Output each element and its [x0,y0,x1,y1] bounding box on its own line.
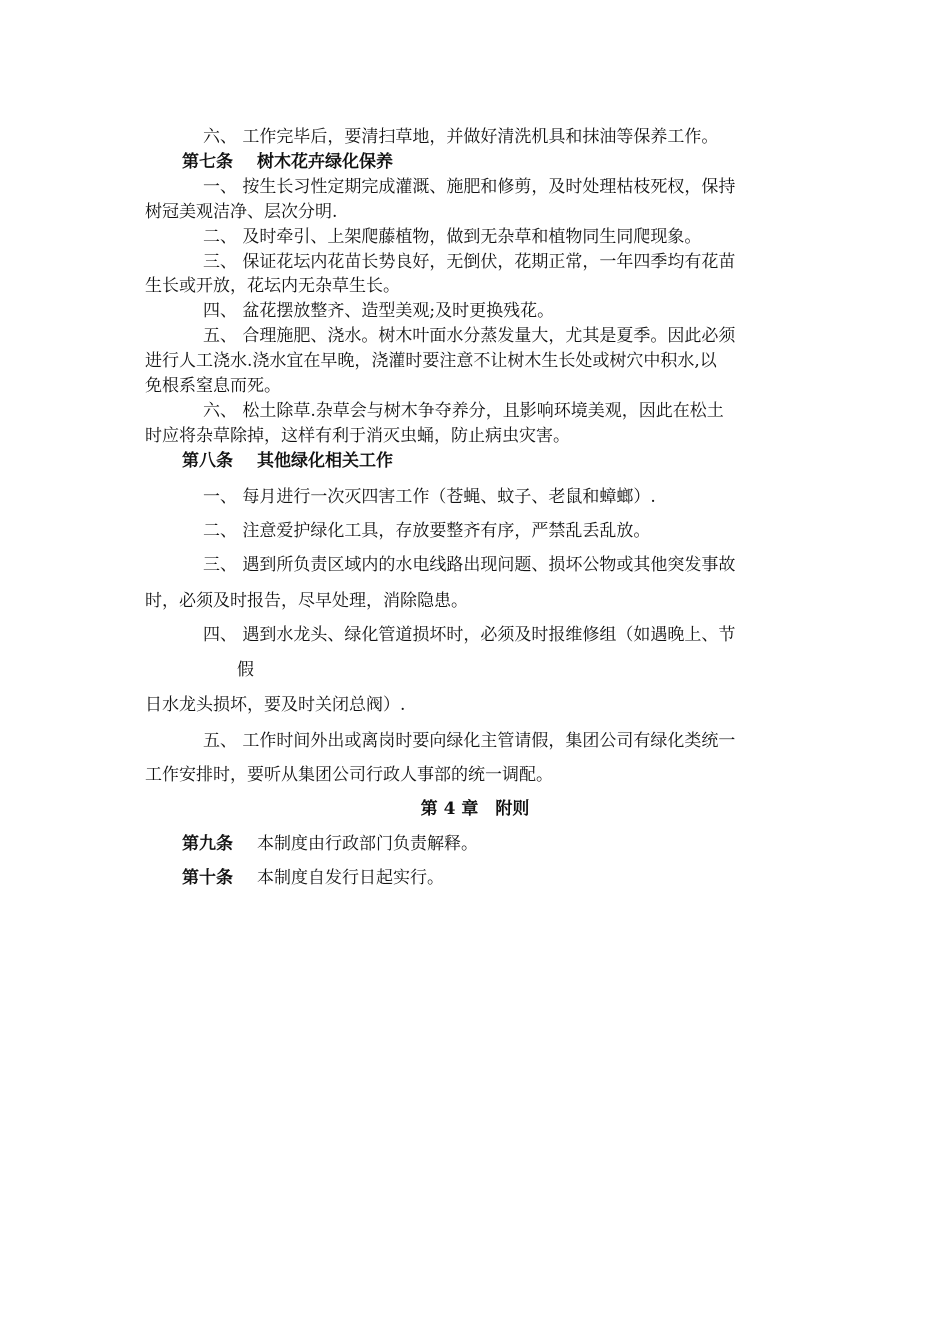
paragraph-line: 工作安排时，要听从集团公司行政人事部的统一调配。 [145,765,553,785]
article-label: 第七条 [182,152,233,172]
article-text: 本制度自发行日起实行。 [257,868,444,888]
article-title: 树木花卉绿化保养 [257,152,393,172]
paragraph-line: 生长或开放，花坛内无杂草生长。 [145,276,400,296]
paragraph-line: 一、 每月进行一次灭四害工作（苍蝇、蚊子、老鼠和蟑螂）. [203,487,656,507]
chapter-heading: 第 4 章 附则 [420,799,530,819]
paragraph-line: 五、 工作时间外出或离岗时要向绿化主管请假，集团公司有绿化类统一 [203,731,736,751]
paragraph-line: 二、 及时牵引、上架爬藤植物，做到无杂草和植物同生同爬现象。 [203,227,702,247]
article-title: 其他绿化相关工作 [257,451,393,471]
article-heading [182,151,393,173]
paragraph-line: 二、 注意爱护绿化工具，存放要整齐有序，严禁乱丢乱放。 [203,521,651,541]
article-heading [182,450,393,472]
paragraph-line: 日水龙头损坏，要及时关闭总阀）. [145,695,406,715]
article-label: 第九条 [182,834,233,854]
paragraph-line: 免根系窒息而死。 [145,376,281,396]
paragraph-line: 假 [237,660,254,680]
article-text: 本制度由行政部门负责解释。 [257,834,478,854]
paragraph-line: 时应将杂草除掉，这样有利于消灭虫蛹，防止病虫灾害。 [145,426,570,446]
paragraph-line: 五、 合理施肥、浇水。树木叶面水分蒸发量大，尤其是夏季。因此必须 [203,326,736,346]
paragraph-line: 四、 盆花摆放整齐、造型美观;及时更换残花。 [203,301,555,321]
article-label: 第八条 [182,451,233,471]
paragraph-line: 四、 遇到水龙头、绿化管道损坏时，必须及时报维修组（如遇晚上、节 [203,625,736,645]
paragraph-line: 树冠美观洁净、层次分明. [145,202,338,222]
article-label: 第十条 [182,868,233,888]
paragraph-line: 六、 松土除草.杂草会与树木争夺养分，且影响环境美观，因此在松土 [203,401,724,421]
paragraph-line: 一、 按生长习性定期完成灌溉、施肥和修剪，及时处理枯枝死杈，保持 [203,177,736,197]
article-line [182,867,444,889]
paragraph-line: 时，必须及时报告，尽早处理，消除隐患。 [145,591,468,611]
paragraph-line: 进行人工浇水.浇水宜在早晚，浇灌时要注意不让树木生长处或树穴中积水,以 [145,351,717,371]
paragraph-line: 三、 遇到所负责区域内的水电线路出现问题、损坏公物或其他突发事故 [203,555,736,575]
article-line [182,833,478,855]
paragraph-line: 三、 保证花坛内花苗长势良好，无倒伏，花期正常，一年四季均有花苗 [203,252,736,272]
paragraph-line: 六、 工作完毕后，要清扫草地，并做好清洗机具和抹油等保养工作。 [203,127,719,147]
